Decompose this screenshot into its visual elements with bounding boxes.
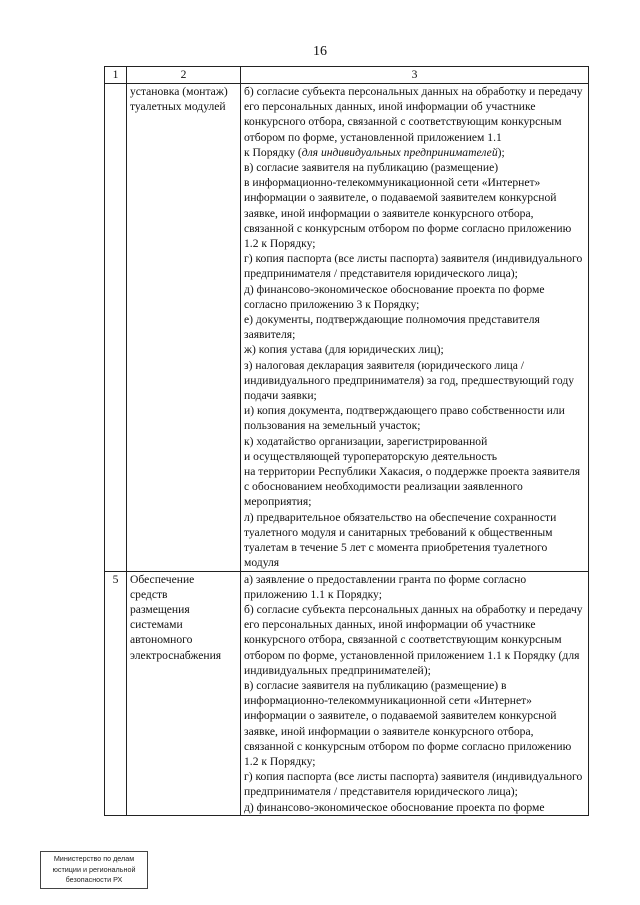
doc-text: );	[497, 145, 505, 159]
doc-item-v: в) согласие заявителя на публикацию (размещение)	[244, 161, 499, 175]
doc-text-italic: для индивидуальных предпринимателей	[301, 145, 498, 159]
stamp-line: безопасности РХ	[65, 875, 123, 884]
doc-item-b: б) согласие субъекта персональных данных на обработку и передачу его персональных данных, иной информации об участнике конкурсного отбора, связанной с соответствующим конкурсным отбором по форме, установленной приложением 1.1 к Порядку (для индивидуальных предпринимателей);	[244, 602, 583, 677]
measure-name: установка (монтаж) туалетных модулей	[127, 84, 241, 572]
doc-item-i: и) копия документа, подтверждающего право собственности или пользования на земельный участок;	[244, 404, 565, 433]
document-list	[241, 84, 589, 572]
doc-item-zh: ж) копия устава (для юридических лиц);	[244, 343, 444, 357]
doc-text: к Порядку (	[244, 145, 302, 159]
header-col-2: 2	[127, 67, 241, 84]
stamp-line: Министерство по делам	[53, 854, 135, 863]
doc-item-b: б) согласие субъекта персональных данных на обработку и передачу его персональных данных, иной информации об участнике конкурсного отбора, связанной с соответствующим конкурсным отбором по форме, установленной приложением 1.1	[244, 85, 583, 144]
stamp-line: юстиции и региональной	[52, 864, 136, 874]
table-header-row	[105, 67, 589, 84]
doc-item-v-continued: в информационно-телекоммуникационной сети «Интернет» информации о заявителе, о подаваемой заявителем конкурсной заявке, иной информации о заявителе конкурсного отбора, связанной с конкурсным отбором по форме согласно приложению 1.2 к Порядку;	[244, 176, 572, 251]
doc-item-g: г) копия паспорта (все листы паспорта) заявителя (индивидуального предпринимателя / представителя юридического лица);	[244, 770, 583, 799]
grant-documents-table	[104, 66, 589, 816]
table-row	[105, 84, 589, 572]
doc-item-e: е) документы, подтверждающие полномочия представителя заявителя;	[244, 313, 540, 342]
ministry-stamp	[40, 851, 148, 889]
measure-name-line: Обеспечение	[130, 572, 195, 586]
row-number: 5	[105, 571, 127, 815]
doc-item-k: к) ходатайство организации, зарегистрированной	[244, 434, 488, 448]
measure-name-line: системами	[130, 618, 183, 632]
measure-name-line: электроснабжения	[130, 648, 222, 662]
doc-item-b-continued	[244, 145, 585, 160]
measure-name-line: автономного	[130, 633, 193, 647]
doc-item-d: д) финансово-экономическое обоснование проекта по форме согласно приложению 3 к Порядку;	[244, 282, 545, 311]
doc-item-z: з) налоговая декларация заявителя (юридического лица / индивидуального предпринимателя) за год, предшествующий году подачи заявки;	[244, 358, 575, 403]
doc-item-l: л) предварительное обязательство на обеспечение сохранности туалетного модуля и санитарных требований к общественным туалетам в течение 5 лет с момента приобретения туалетного модуля	[244, 510, 557, 570]
document-list	[241, 571, 589, 815]
doc-item-v: в) согласие заявителя на публикацию (размещение) в информационно-телекоммуникационной сети «Интернет» информации о заявителе, о подаваемой заявителем конкурсной заявке, иной информации о заявителе конкурсного отбора, связанной с конкурсным отбором по форме согласно приложению 1.2 к Порядку;	[244, 678, 572, 768]
measure-name-line: размещения	[130, 602, 190, 616]
page-number: 16	[313, 44, 327, 59]
doc-item-g: г) копия паспорта (все листы паспорта) заявителя (индивидуального предпринимателя / представителя юридического лица);	[244, 252, 583, 281]
doc-item-k-continued: на территории Республики Хакасия, о поддержке проекта заявителя с обоснованием необходимости реализации заявленного мероприятия;	[244, 465, 581, 509]
doc-item-k-continued: и осуществляющей туроператорскую деятельность	[244, 449, 498, 463]
doc-item-a: а) заявление о предоставлении гранта по форме согласно приложению 1.1 к Порядку;	[244, 572, 527, 601]
table-row	[105, 571, 589, 815]
header-col-3: 3	[241, 67, 589, 84]
header-col-1: 1	[105, 67, 127, 84]
measure-name-line: средств	[130, 587, 168, 601]
doc-item-d: д) финансово-экономическое обоснование проекта по форме	[244, 800, 545, 814]
measure-name	[127, 571, 241, 815]
row-number	[105, 84, 127, 572]
